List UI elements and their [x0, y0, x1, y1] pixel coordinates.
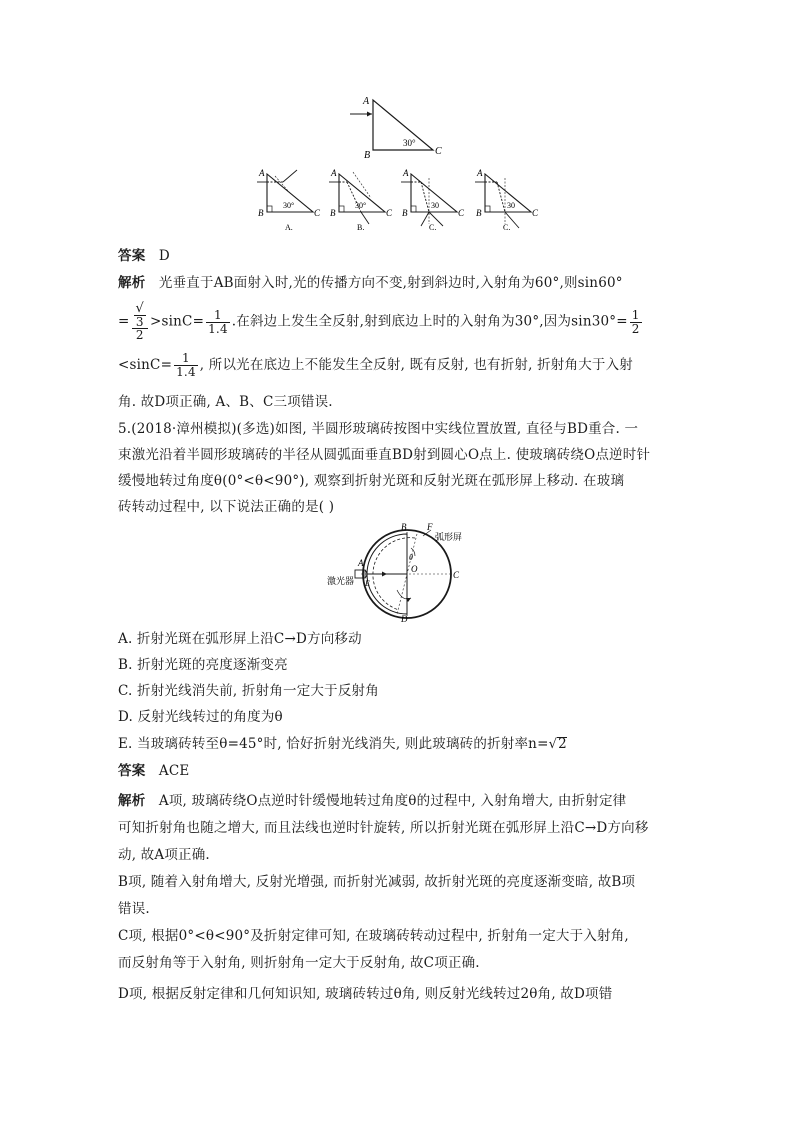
option-a-angle: 30°: [283, 201, 295, 210]
option-c-caption: C.: [429, 223, 437, 232]
analysis-label: 解析: [118, 275, 146, 291]
q4-answer: [118, 245, 170, 267]
q5-stem-line-1: 5.(2018·漳州模拟)(多选)如图, 半圆形玻璃砖按图中实线位置放置, 直径与BD重合. 一: [118, 421, 639, 437]
semicircle-glass-figure: [325, 522, 475, 624]
text-fragment: .在斜边上发生全反射,射到底边上时的入射角为30°,因为sin30°=: [231, 313, 628, 330]
text-line: 光垂直于AB面射入时,光的传播方向不变,射到斜边时,入射角为60°,则sin60°: [158, 275, 623, 291]
option-figure-b: [327, 168, 397, 234]
fraction-denominator: 2: [135, 328, 144, 342]
text-line: A项, 玻璃砖绕O点逆时针缓慢地转过角度θ的过程中, 入射角增大, 由折射定律: [158, 793, 627, 809]
fig-label-a: A: [358, 558, 364, 568]
fraction-numerator: 1: [631, 307, 640, 322]
fig-label-c: C: [453, 570, 460, 580]
fig-label-o: O: [411, 564, 418, 574]
q5-stem-line-3: 缓慢地转过角度θ(0°<θ<90°), 观察到折射光斑和反射光斑在弧形屏上移动. 在玻璃: [118, 473, 625, 489]
fraction-numerator: 1: [206, 309, 230, 323]
analysis-label: 解析: [118, 793, 146, 809]
fraction-denominator: 1.4: [208, 321, 228, 336]
option-d-label-b: B: [476, 208, 482, 218]
q4-analysis-line-2: [118, 302, 644, 342]
option-b-caption: B.: [357, 223, 365, 232]
option-b-label-a: A: [331, 168, 337, 178]
q5-analysis-c-line-1: C项, 根据0°<θ<90°及折射定律可知, 在玻璃砖转动过程中, 折射角一定大于入射角,: [118, 928, 629, 944]
option-d-angle: 30: [507, 201, 515, 210]
text-fragment: =: [118, 313, 130, 330]
triangle-figure-main: [345, 92, 455, 162]
q5-analysis-a-line-1: [118, 790, 626, 812]
fraction-numerator: 1: [174, 352, 198, 366]
fig-label-screen: 弧形屏: [435, 532, 463, 542]
label-b: B: [364, 150, 371, 161]
fraction: √ 3 2: [132, 302, 148, 342]
fig-label-laser: 激光器: [327, 576, 355, 586]
fraction: [174, 352, 198, 379]
q5-stem-line-2: 束激光沿着半圆形玻璃砖的半径从圆弧面垂直BD射到圆心O点上. 使玻璃砖绕O点逆时针: [118, 447, 651, 463]
fig-label-theta: θ: [409, 553, 413, 562]
text-fragment: E. 当玻璃砖转至θ=45°时, 恰好折射光线消失, 则此玻璃砖的折射率n=: [118, 736, 549, 752]
option-d-label-a: A: [477, 168, 483, 178]
fig-label-d: D: [401, 614, 408, 624]
option-figure-a: [255, 168, 325, 234]
label-a: A: [363, 96, 370, 107]
option-a-label-c: C: [314, 208, 321, 218]
answer-value: ACE: [158, 763, 190, 779]
q5-option-b: B. 折射光斑的亮度逐渐变亮: [118, 657, 288, 673]
q5-analysis-c-line-2: 而反射角等于入射角, 则折射角一定大于反射角, 故C项正确.: [118, 955, 480, 971]
option-figure-d: [473, 168, 543, 234]
option-a-label-b: B: [258, 208, 264, 218]
text-fragment: , 所以光在底边上不能发生全反射, 既有反射, 也有折射, 折射角大于入射: [199, 357, 634, 373]
q5-option-d: D. 反射光线转过的角度为θ: [118, 709, 283, 725]
q4-analysis-line-1: [118, 272, 623, 294]
option-b-angle: 30°: [355, 201, 367, 210]
q5-analysis-a-line-3: 动, 故A项正确.: [118, 847, 210, 863]
q5-answer: [118, 760, 189, 782]
fraction-denominator: 1.4: [176, 365, 196, 379]
q4-analysis-line-3: [118, 348, 633, 382]
q5-option-c: C. 折射光线消失前, 折射角一定大于反射角: [118, 683, 379, 699]
q5-analysis-d-line-1: D项, 根据反射定律和几何知识知, 玻璃砖转过θ角, 则反射光线转过2θ角, 故D项错: [118, 986, 613, 1002]
fraction: [630, 309, 642, 336]
label-angle: 30°: [403, 138, 416, 148]
fig-label-b: B: [401, 522, 407, 532]
text-fragment: <sinC=: [118, 357, 173, 373]
answer-value: D: [158, 248, 170, 264]
q5-option-e: E. 当玻璃砖转至θ=45°时, 恰好折射光线消失, 则此玻璃砖的折射率n=√2: [118, 736, 567, 752]
option-c-label-c: C: [458, 208, 465, 218]
fig-label-f: F: [427, 522, 433, 532]
sqrt-value: 2: [558, 736, 567, 752]
option-d-caption: C.: [503, 223, 511, 232]
option-c-label-b: B: [402, 208, 408, 218]
q5-option-a: A. 折射光斑在弧形屏上沿C→D方向移动: [118, 631, 362, 647]
option-a-caption: A.: [285, 223, 293, 232]
option-b-label-c: C: [386, 208, 393, 218]
q5-stem-line-4: 砖转动过程中, 以下说法正确的是( ): [118, 499, 335, 515]
label-c: C: [435, 146, 442, 157]
option-d-label-c: C: [532, 208, 539, 218]
text-fragment: >sinC=: [150, 313, 205, 330]
option-c-label-a: A: [403, 168, 409, 178]
option-b-label-b: B: [330, 208, 336, 218]
option-c-angle: 30: [431, 201, 439, 210]
q4-analysis-line-4: 角. 故D项正确, A、B、C三项错误.: [118, 394, 333, 410]
fig-label-e: E: [365, 579, 370, 588]
q5-analysis-b-line-2: 错误.: [118, 901, 150, 917]
sqrt-value: 3: [134, 315, 146, 328]
answer-label: 答案: [118, 763, 146, 779]
q5-analysis-a-line-2: 可知折射角也随之增大, 而且法线也逆时针旋转, 所以折射光斑在弧形屏上沿C→D方向移: [118, 820, 649, 836]
option-a-label-a: A: [259, 168, 265, 178]
fraction: [206, 309, 230, 336]
q5-analysis-b-line-1: B项, 随着入射角增大, 反射光增强, 而折射光减弱, 故折射光斑的亮度逐渐变暗, 故B项: [118, 874, 636, 890]
fraction-denominator: 2: [631, 321, 640, 336]
answer-label: 答案: [118, 248, 146, 264]
option-figure-c: [399, 168, 469, 234]
